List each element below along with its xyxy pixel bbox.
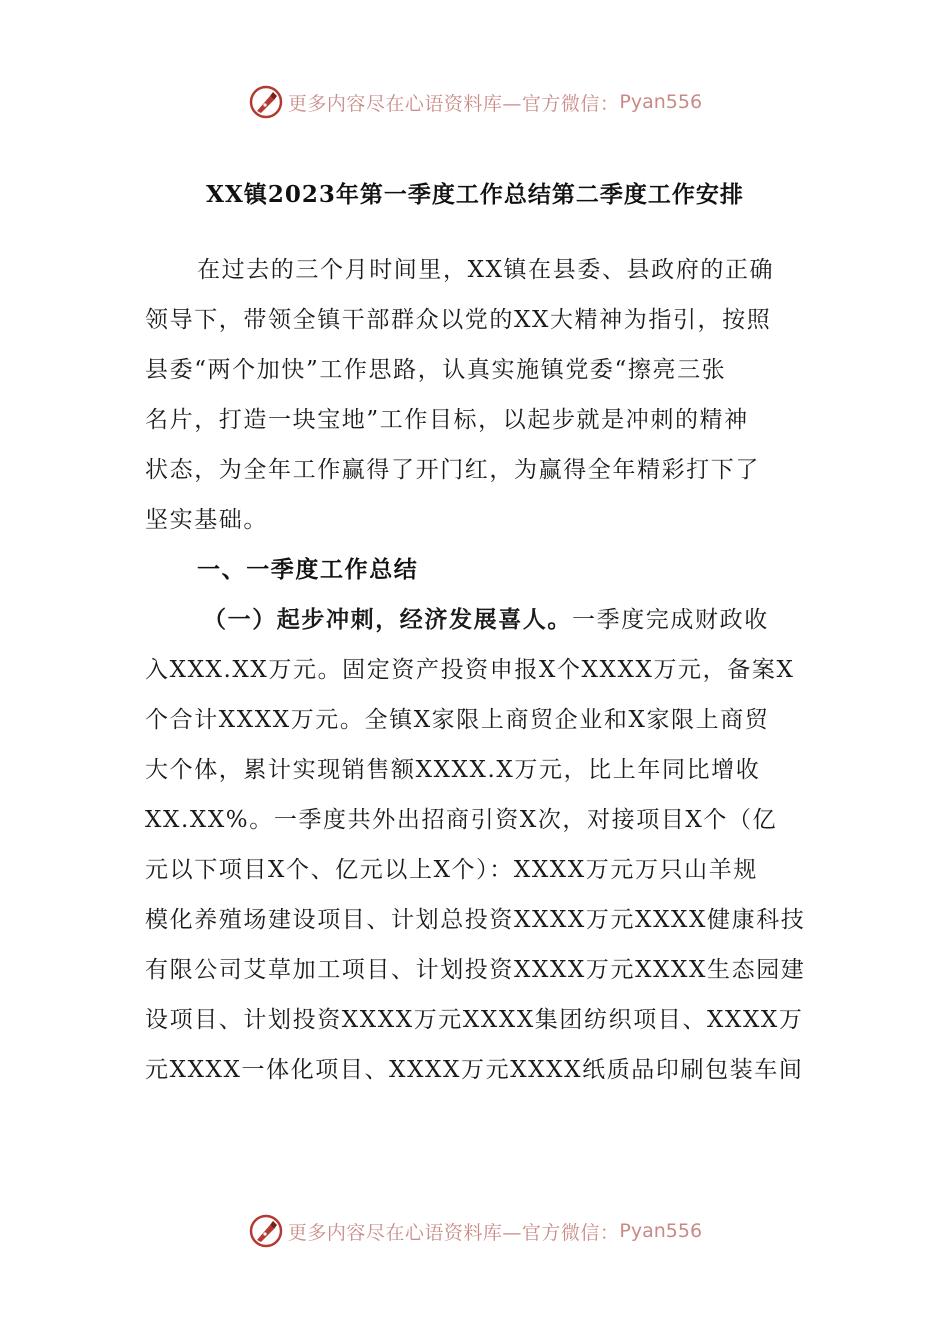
text-line: 状态，为全年工作赢得了开门红，为赢得全年精彩打下了: [145, 457, 760, 483]
text-line: [145, 595, 805, 645]
banner-text: 更多内容尽在心语资料库—官方微信：: [287, 1221, 620, 1244]
section-heading: 一、一季度工作总结: [197, 556, 419, 583]
text-line: 元以下项目X个、亿元以上X个）：XXXX万元万只山羊规: [145, 857, 758, 883]
text-line: 大个体，累计实现销售额XXXX.X万元，比上年同比增收: [145, 757, 761, 783]
item-lead: （一）起步冲刺，经济发展喜人。: [203, 606, 572, 633]
text-line: 有限公司艾草加工项目、计划投资XXXX万元XXXX生态园建: [145, 957, 806, 983]
text-line: 入XXX.XX万元。固定资产投资申报X个XXXX万元，备案X: [145, 657, 795, 683]
text-line: 元XXXX一体化项目、XXXX万元XXXX纸质品印刷包装车间: [145, 1057, 804, 1083]
pen-nib-logo-icon: [248, 1213, 284, 1249]
text-line: 设项目、计划投资XXXX万元XXXX集团纺织项目、XXXX万: [145, 1007, 804, 1033]
text-line: 模化养殖场建设项目、计划总投资XXXX万元XXXX健康科技: [145, 907, 806, 933]
item1-paragraph: [145, 595, 805, 1095]
banner-text: 更多内容尽在心语资料库—官方微信：: [287, 92, 620, 115]
text-line: 领导下，带领全镇干部群众以党的XX大精神为指引，按照: [145, 307, 772, 333]
text-line: XX.XX%。一季度共外出招商引资X次，对接项目X个（亿: [145, 807, 778, 833]
text-line: 名片，打造一块宝地”工作目标，以起步就是冲刺的精神: [145, 407, 749, 433]
document-title: XX镇2023年第一季度工作总结第二季度工作安排: [206, 181, 744, 208]
header-banner: [0, 80, 950, 124]
text-line: 个合计XXXX万元。全镇X家限上商贸企业和X家限上商贸: [145, 707, 770, 733]
text-line: 在过去的三个月时间里，XX镇在县委、县政府的正确: [197, 257, 775, 283]
footer-banner: [0, 1209, 950, 1253]
banner-wechat-id: Pyan556: [619, 1220, 703, 1242]
intro-paragraph: [145, 245, 805, 545]
pen-nib-logo-icon: [248, 84, 284, 120]
banner-wechat-id: Pyan556: [619, 91, 703, 113]
text-line: 县委“两个加快”工作思路，认真实施镇党委“擦亮三张: [145, 357, 727, 383]
item-lead-rest: 一季度完成财政收: [572, 607, 769, 633]
text-line: 坚实基础。: [145, 507, 268, 533]
